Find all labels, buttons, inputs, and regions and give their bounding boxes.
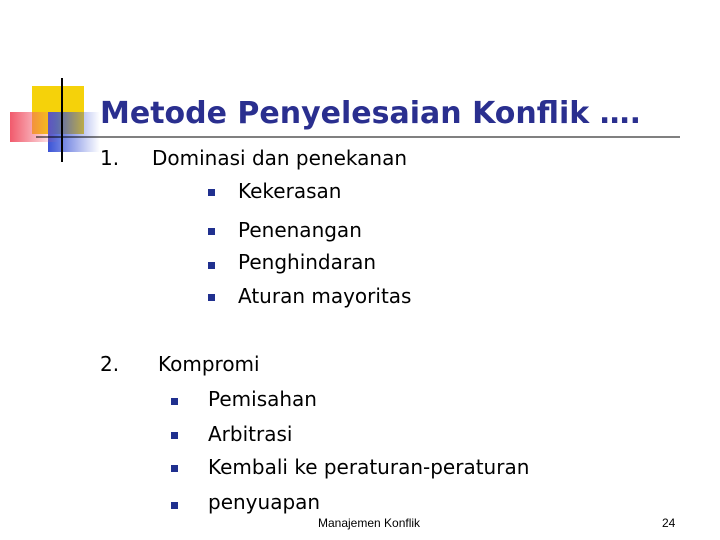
bullet-icon: [171, 432, 178, 439]
item-heading-1: Dominasi dan penekanan: [152, 146, 407, 170]
bullet-icon: [208, 294, 215, 301]
item-number-1: 1.: [100, 146, 120, 170]
subitem-2-1: Pemisahan: [208, 387, 317, 411]
page-number: 24: [662, 516, 676, 530]
item-heading-2: Kompromi: [158, 352, 260, 376]
subitem-1-2: Penenangan: [238, 218, 362, 242]
bullet-icon: [208, 189, 215, 196]
bullet-icon: [171, 465, 178, 472]
bullet-icon: [208, 262, 215, 269]
slide-title: Metode Penyelesaian Konflik ….: [100, 96, 642, 131]
subitem-2-4: penyuapan: [208, 490, 321, 514]
subitem-2-3: Kembali ke peraturan-peraturan: [208, 455, 530, 479]
bullet-icon: [208, 228, 215, 235]
bullet-icon: [171, 502, 178, 509]
subitem-2-2: Arbitrasi: [208, 422, 293, 446]
footer-text: Manajemen Konflik: [318, 516, 421, 530]
subitem-1-4: Aturan mayoritas: [238, 284, 412, 308]
subitem-1-3: Penghindaran: [238, 250, 377, 274]
item-number-2: 2.: [100, 352, 120, 376]
bullet-icon: [171, 398, 178, 405]
subitem-1-1: Kekerasan: [238, 179, 342, 203]
